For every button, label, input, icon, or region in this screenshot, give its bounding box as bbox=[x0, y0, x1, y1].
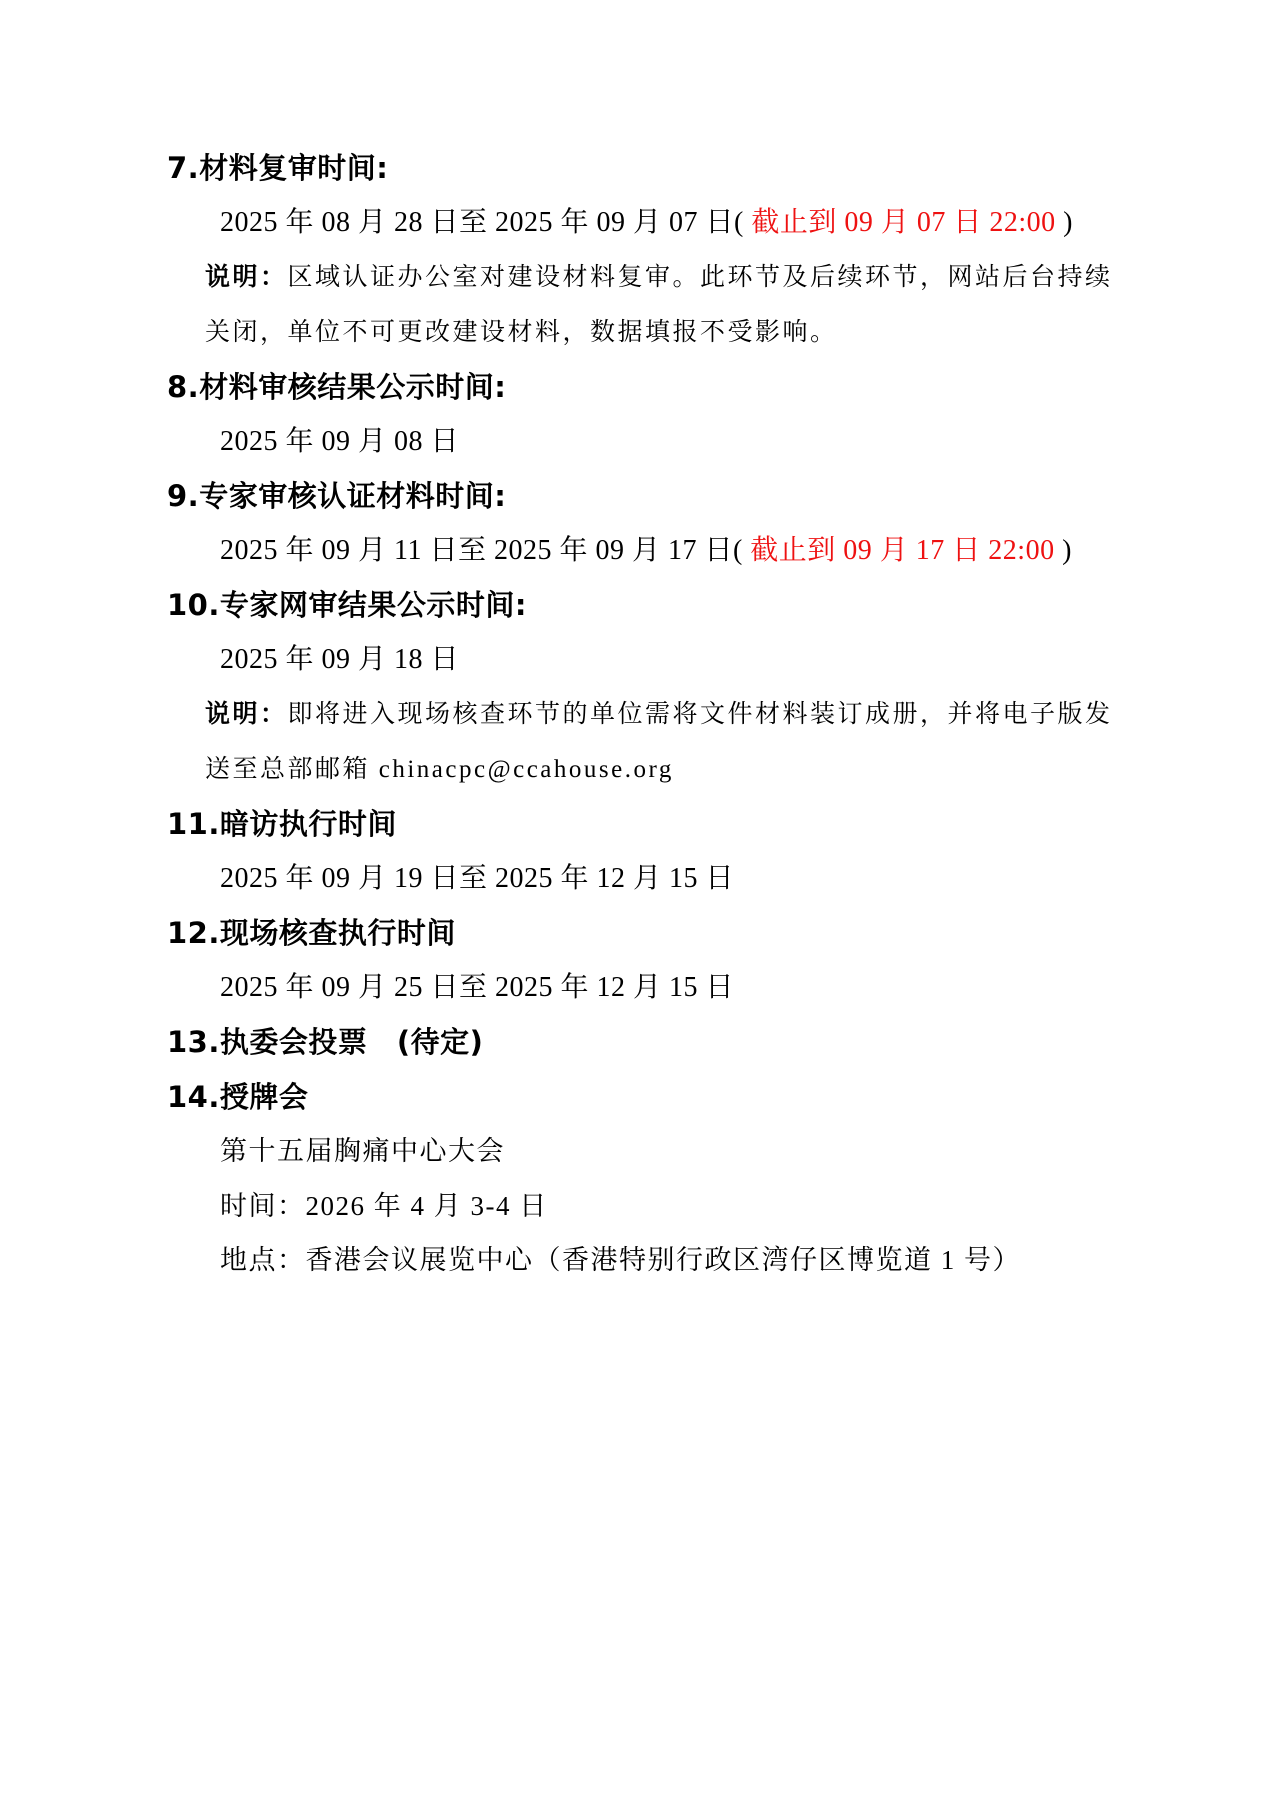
section-10-note-cont-text: 送至总部邮箱 bbox=[205, 755, 379, 783]
section-10-note-line-2 bbox=[167, 743, 1127, 798]
section-10-note-line-1 bbox=[167, 687, 1127, 743]
section-7-note-line-2: 关闭，单位不可更改建设材料，数据填报不受影响。 bbox=[205, 318, 838, 346]
section-10-note-text: 即将进入现场核查环节的单位需将文件材料装订成册，并将电子版发 bbox=[287, 701, 1113, 728]
section-12-date-line: 2025 年 09 月 25 日至 2025 年 12 月 15 日 bbox=[220, 971, 735, 1003]
section-9-deadline-text: 截止到 09 月 17 日 22:00 bbox=[742, 534, 1063, 566]
section-10-heading: 10.专家网审结果公示时间: bbox=[167, 588, 527, 622]
section-10-date-line: 2025 年 09 月 18 日 bbox=[220, 643, 460, 675]
section-14-heading: 14.授牌会 bbox=[167, 1079, 309, 1114]
section-9-date-line bbox=[167, 524, 1127, 579]
section-8-date-line: 2025 年 09 月 08 日 bbox=[220, 425, 460, 457]
section-9-date-range: 2025 年 09 月 11 日至 2025 年 09 月 17 日( bbox=[220, 534, 743, 566]
section-7-date-line bbox=[167, 196, 1127, 251]
section-7-heading: 7.材料复审时间: bbox=[167, 151, 389, 185]
section-8-heading: 8.材料审核结果公示时间: bbox=[167, 370, 507, 404]
section-13-heading: 13.执委会投票 (待定) bbox=[167, 1025, 484, 1059]
conference-name: 第十五届胸痛中心大会 bbox=[220, 1136, 505, 1166]
section-7-note-text: 区域认证办公室对建设材料复审。此环节及后续环节，网站后台持续 bbox=[287, 264, 1113, 291]
section-7-date-range: 2025 年 08 月 28 日至 2025 年 09 月 07 日( bbox=[220, 206, 744, 238]
section-7-deadline-text: 截止到 09 月 07 日 22:00 bbox=[743, 206, 1064, 238]
section-9-heading: 9.专家审核认证材料时间: bbox=[167, 479, 507, 513]
section-7-date-close-paren: ) bbox=[1063, 206, 1073, 238]
section-7-note-line-1 bbox=[167, 250, 1127, 306]
conference-time: 时间：2026 年 4 月 3-4 日 bbox=[220, 1190, 548, 1221]
section-11-heading: 11.暗访执行时间 bbox=[167, 807, 397, 841]
section-9-date-close-paren: ) bbox=[1062, 534, 1072, 566]
conference-place: 地点：香港会议展览中心（香港特别行政区湾仔区博览道 1 号） bbox=[220, 1245, 1021, 1275]
section-12-heading: 12.现场核查执行时间 bbox=[167, 916, 456, 950]
email-address: chinacpc@ccahouse.org bbox=[378, 755, 674, 783]
section-7-note-label: 说明： bbox=[205, 262, 288, 291]
document-content bbox=[167, 141, 1127, 1288]
section-10-note-label: 说明： bbox=[205, 699, 288, 728]
section-11-date-line: 2025 年 09 月 19 日至 2025 年 12 月 15 日 bbox=[220, 862, 735, 894]
